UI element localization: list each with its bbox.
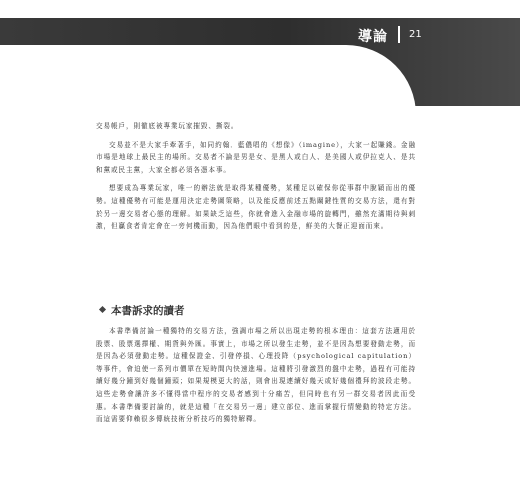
paragraph: 想要成為專業玩家，唯一的辦法就是取得某種優勢，某種足以確保你從事群中脫穎而出的優勢。這種優勢有可能是運用決定走勢圖策略，以及能反應前述五點關鍵性質的交易方法，還有對於另一邊交易者心態的理解。如果缺乏這些，你就會進入金融市場的旋轉門，雖然充滿期待與刺激，但贏食者肯定會在一旁何機而動，因為他們眼中看到的是，鮮美的大餐正迎面而來。 [96, 184, 416, 231]
chapter-title: 導論 [358, 29, 388, 45]
header-curve [0, 45, 416, 125]
section-body [96, 325, 416, 426]
page-number: 21 [409, 29, 422, 40]
paragraph: 交易帳戶，則徹底被專業玩家摧毀、撕裂。 [96, 122, 239, 130]
paragraph: 本書準備討論一種獨特的交易方法，強調市場之所以出現走勢的根本理由：這套方法適用於股票、股票選擇權、期貨與外匯。事實上，市場之所以發生走勢，並不是因為想要發動走勢，而是因為必須發動走勢。這種保證金、引發停損、心理投降（psychological capitulation）等事件，會迫使一系列市價單在短時間內快速進場。這種將引發激烈的盤中走勢，過程有可能持續好幾分鐘到好幾個鐘頭；如果規模更大的話，則會出現連續好幾天或好幾個禮拜的波段走勢。這些走勢會讓許多不懂得當中程序的交易者感到十分痛苦，但同時也有另一群交易者因此而受惠。本書準備要討論的，就是這種「在交易另一邊」建立部位、進而掌握行情變動的特定方法。而這需要仰賴很多傳統技術分析技巧的獨特解釋。 [96, 327, 416, 424]
paragraph: 交易並不是大家手牽著手，如同約翰．藍儂唱的《想像》（imagine），大家一起賺錢。金融市場是地球上最民主的場所。交易者不論是男是女、是黑人或白人、是美國人或伊拉克人、是共和黨或民主黨，大家全都必須各憑本事。 [96, 140, 416, 174]
section-heading-text: 本書訴求的讀者 [111, 305, 185, 317]
header-divider [398, 26, 400, 43]
diamond-bullet-icon [99, 306, 106, 313]
section-heading [100, 303, 185, 318]
body-text [96, 120, 416, 239]
